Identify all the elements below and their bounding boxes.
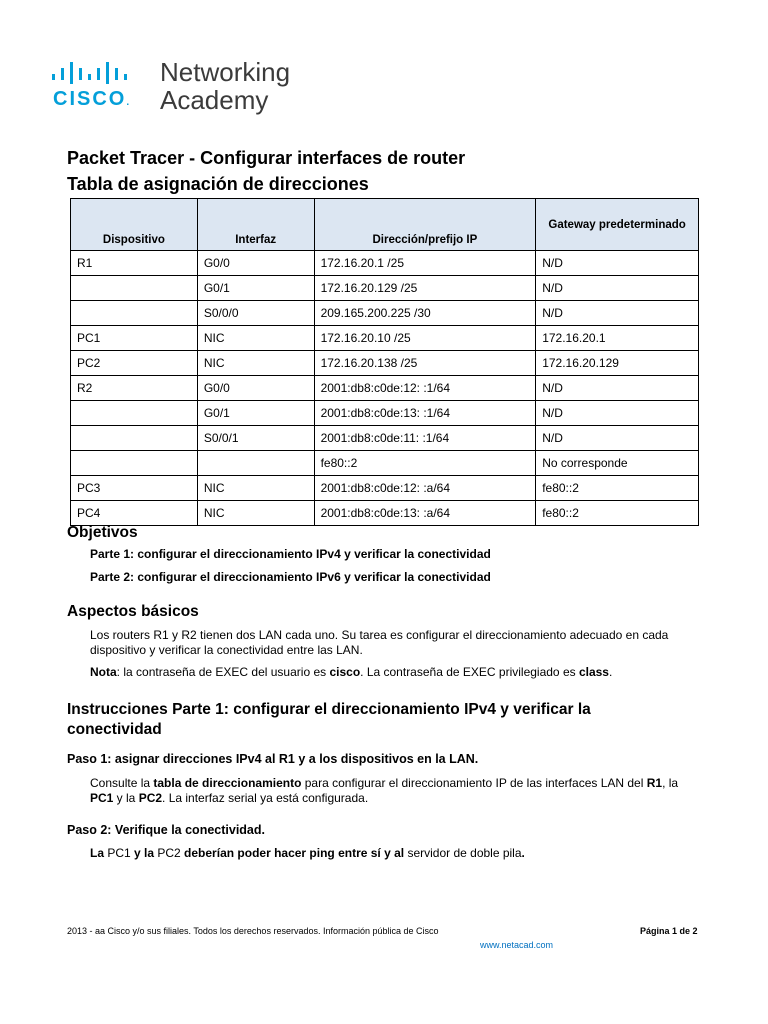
cell-device: R2 — [71, 376, 198, 401]
cell-ip-prefix: 2001:db8:c0de:11: :1/64 — [314, 426, 536, 451]
cell-ip-prefix: 2001:db8:c0de:13: :1/64 — [314, 401, 536, 426]
cell-gateway: 172.16.20.129 — [536, 351, 699, 376]
cell-interface: G0/0 — [197, 376, 314, 401]
footer-copyright: 2013 - aa Cisco y/o sus filiales. Todos los derechos reservados. Información pública de Cisco — [67, 926, 439, 936]
cell-device — [71, 451, 198, 476]
table-header-row — [71, 199, 699, 251]
cell-gateway: N/D — [536, 401, 699, 426]
cell-interface: NIC — [197, 476, 314, 501]
cisco-networking-academy-logo — [52, 58, 312, 118]
table-row — [71, 501, 699, 526]
cell-ip-prefix: 209.165.200.225 /30 — [314, 301, 536, 326]
cell-interface: NIC — [197, 326, 314, 351]
cisco-wordmark: CISCO. — [53, 88, 132, 110]
cell-interface — [197, 451, 314, 476]
addressing-table-body — [71, 251, 699, 526]
table-title: Tabla de asignación de direcciones — [67, 174, 369, 194]
table-row — [71, 276, 699, 301]
cisco-bars-icon — [52, 62, 144, 84]
table-row — [71, 251, 699, 276]
cell-gateway: N/D — [536, 301, 699, 326]
cell-interface: NIC — [197, 351, 314, 376]
header-default-gateway: Gateway predeterminado — [536, 199, 699, 251]
cell-interface: G0/0 — [197, 251, 314, 276]
cell-gateway: N/D — [536, 251, 699, 276]
table-row — [71, 426, 699, 451]
cell-ip-prefix: 172.16.20.10 /25 — [314, 326, 536, 351]
table-row — [71, 451, 699, 476]
cell-ip-prefix: 2001:db8:c0de:13: :a/64 — [314, 501, 536, 526]
objective-item: Parte 2: configurar el direccionamiento IPv6 y verificar la conectividad — [90, 570, 491, 584]
table-row — [71, 326, 699, 351]
page-title: Packet Tracer - Configurar interfaces de router — [67, 148, 466, 168]
cell-gateway: fe80::2 — [536, 501, 699, 526]
objective-item: Parte 1: configurar el direccionamiento IPv4 y verificar la conectividad — [90, 547, 491, 561]
cell-gateway: fe80::2 — [536, 476, 699, 501]
table-row — [71, 401, 699, 426]
cell-gateway: 172.16.20.1 — [536, 326, 699, 351]
cell-gateway: N/D — [536, 276, 699, 301]
cell-device — [71, 301, 198, 326]
header-device: Dispositivo — [71, 199, 198, 251]
cell-gateway: N/D — [536, 426, 699, 451]
cell-interface: S0/0/0 — [197, 301, 314, 326]
cell-device: R1 — [71, 251, 198, 276]
note-label: Nota — [90, 665, 117, 679]
cell-device: PC4 — [71, 501, 198, 526]
table-row — [71, 351, 699, 376]
background-heading: Aspectos básicos — [67, 603, 199, 620]
cell-ip-prefix: 172.16.20.129 /25 — [314, 276, 536, 301]
cell-interface: G0/1 — [197, 401, 314, 426]
step-1-title: Paso 1: asignar direcciones IPv4 al R1 y a los dispositivos en la LAN. — [67, 752, 479, 766]
table-row — [71, 301, 699, 326]
cell-device — [71, 276, 198, 301]
step-1-paragraph: Consulte la tabla de direccionamiento para configurar el direccionamiento IP de las interfaces LAN del R1, la PC1 y la PC2. La interfaz serial ya está configurada. — [90, 776, 679, 805]
footer-url-link[interactable]: www.netacad.com — [480, 940, 554, 950]
table-row — [71, 376, 699, 401]
cell-interface: S0/0/1 — [197, 426, 314, 451]
step-2-title: Paso 2: Verifique la conectividad. — [67, 823, 265, 837]
cell-device: PC3 — [71, 476, 198, 501]
cell-ip-prefix: 2001:db8:c0de:12: :a/64 — [314, 476, 536, 501]
cell-ip-prefix: fe80::2 — [314, 451, 536, 476]
cell-gateway: No corresponde — [536, 451, 699, 476]
cell-interface: G0/1 — [197, 276, 314, 301]
cell-interface: NIC — [197, 501, 314, 526]
cell-device — [71, 426, 198, 451]
instructions-heading: Instrucciones Parte 1: configurar el direccionamiento IPv4 y verificar la conectividad — [67, 701, 591, 738]
step-2-paragraph: La PC1 y la PC2 deberían poder hacer ping entre sí y al servidor de doble pila. — [90, 846, 525, 860]
cell-gateway: N/D — [536, 376, 699, 401]
table-row — [71, 476, 699, 501]
cell-ip-prefix: 172.16.20.138 /25 — [314, 351, 536, 376]
addressing-table — [70, 198, 699, 526]
cell-ip-prefix: 2001:db8:c0de:12: :1/64 — [314, 376, 536, 401]
cell-device — [71, 401, 198, 426]
logo-academy: Academy — [160, 85, 269, 115]
header-ip-prefix: Dirección/prefijo IP — [314, 199, 536, 251]
logo-networking: Networking — [160, 57, 291, 87]
background-paragraph: Los routers R1 y R2 tienen dos LAN cada uno. Su tarea es configurar el direccionamiento adecuado en cada dispositivo y verificar la conectividad entre las LAN. — [90, 628, 669, 657]
cell-device: PC2 — [71, 351, 198, 376]
header-interface: Interfaz — [197, 199, 314, 251]
footer-page-number: Página 1 de 2 — [640, 926, 698, 936]
objectives-heading: Objetivos — [67, 524, 138, 541]
note-paragraph: Nota: la contraseña de EXEC del usuario es cisco. La contraseña de EXEC privilegiado es class. — [90, 665, 613, 679]
cell-device: PC1 — [71, 326, 198, 351]
cell-ip-prefix: 172.16.20.1 /25 — [314, 251, 536, 276]
